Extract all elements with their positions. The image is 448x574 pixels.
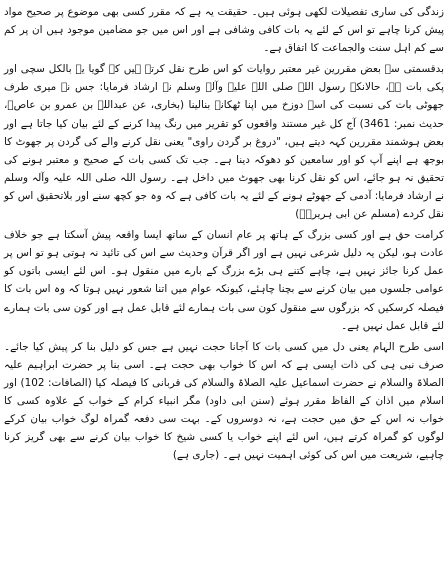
article-paragraph-intro: زندگی کی ساری تفصیلات لکھی ہوئی ہیں۔ حقیقت یہ ہے کہ مقرر کسی بھی موضوع پر صحیح مواد پیش کرنا چاہے تو اس کے لئے یہ بات کافی وشافی ہے اور اس میں جو مضامین موجود ہیں ان پر کم سے کم اہل سنت والجماعت کا اتفاق ہے۔ (4, 6, 444, 55)
article-paragraph-narrations: بدقسمتی سے بعض مقررین غیر معتبر روایات کو اس طرح نقل کرتے ہیں کہ گویا یہ بالکل سچی اور پکی بات ہے، حالانکہ رسول اللہ صلی اللہ علیہ وآلہ وسلم نے ارشاد فرمایا: جس نے میری طرف جھوٹی بات کی نسبت کی اسے دوزخ میں اپنا ٹھکانہ بنالینا (بخاری، عن عبداللہ بن عمرو بن عاصؓ، حدیث نمبر: 3461) آج کل غیر مستند واقعوں کو تقریر میں رنگ پیدا کرنے کے لئے بیان کیا جاتا ہے اور بعض ہوشمند مقررین کہہ دیتے ہیں، "دروغ بر گردن راوی" یعنی نقل کرنے والے کی گردن پر جھوٹ کا بوجھ ہے اپنے آپ کو اور سامعین کو دھوکہ دینا ہے۔ جب تک کسی بات کے صحیح و معتبر ہونے کی تحقیق نہ ہو جائے، اس کو نقل کرنا بھی جھوٹ میں داخل ہے۔ رسول اللہ صلی اللہ علیہ وآلہ وسلم نے ارشاد فرمایا: آدمی کے جھوٹے ہونے کے لئے یہ بات کافی ہے کہ وہ جو کچھ سنے اور بلاتحقیق اس کو نقل کردے (مسلم عن ابی ہریرہؓ) (4, 63, 444, 221)
article-paragraph-ilham: اسی طرح الہام یعنی دل میں کسی بات کا آجانا حجت نہیں ہے جس کو دلیل بنا کر پیش کیا جائے۔ صرف نبی ہی کی ذات ایسی ہے کہ اس کا خواب بھی حجت ہے۔ اسی بنا پر حضرت ابراہیم علیہ الصلاۃ والسلام نے حضرت اسماعیل علیہ الصلاۃ والسلام کی قربانی کا فیصلہ کیا (الصافات: 102) اور اسلام میں اذان کے الفاظ مقرر ہوئے (سنن ابی داود) مگر انبیاء کرام کے خواب کے علاوہ کسی کا خواب نہ اس کے حق میں حجت ہے، نہ دوسروں کے۔ بہت سی دفعہ گمراہ لوگ خواب بیان کرکے لوگوں کو گمراہ کرتے ہیں، اس لئے اپنے خواب یا کسی شیخ کا خواب بیان کرنے سے بھی گریز کرنا چاہیے، شریعت میں اس کی کوئی اہمیت نہیں ہے۔ (جاری ہے) (4, 340, 444, 462)
article-paragraph-karamat: کرامت حق ہے اور کسی بزرگ کے ہاتھ پر عام انسان کے ساتھ ایسا واقعہ پیش آسکتا ہے جو خلاف عادت ہو، لیکن یہ دلیل شرعی نہیں ہے اور اگر قرآن وحدیث سے اس کی تائید نہ ہوتی ہو تو اس پر عمل کرنا جائز نہیں ہے، چاہے کتنے ہی بڑے بزرگ کے بارے میں منقول ہو۔ اس لئے ایسی باتوں کو عوامی جلسوں میں بیان کرنے سے بچنا چاہئے، کیونکہ عوام میں اتنا شعور نہیں ہوتا کہ وہ اس بات کا فیصلہ کرسکیں کہ بزرگوں سے منقول کون سی بات ہمارے لئے قابل عمل ہے اور کون سی بات ہمارے لئے قابل عمل نہیں ہے۔ (4, 229, 444, 332)
